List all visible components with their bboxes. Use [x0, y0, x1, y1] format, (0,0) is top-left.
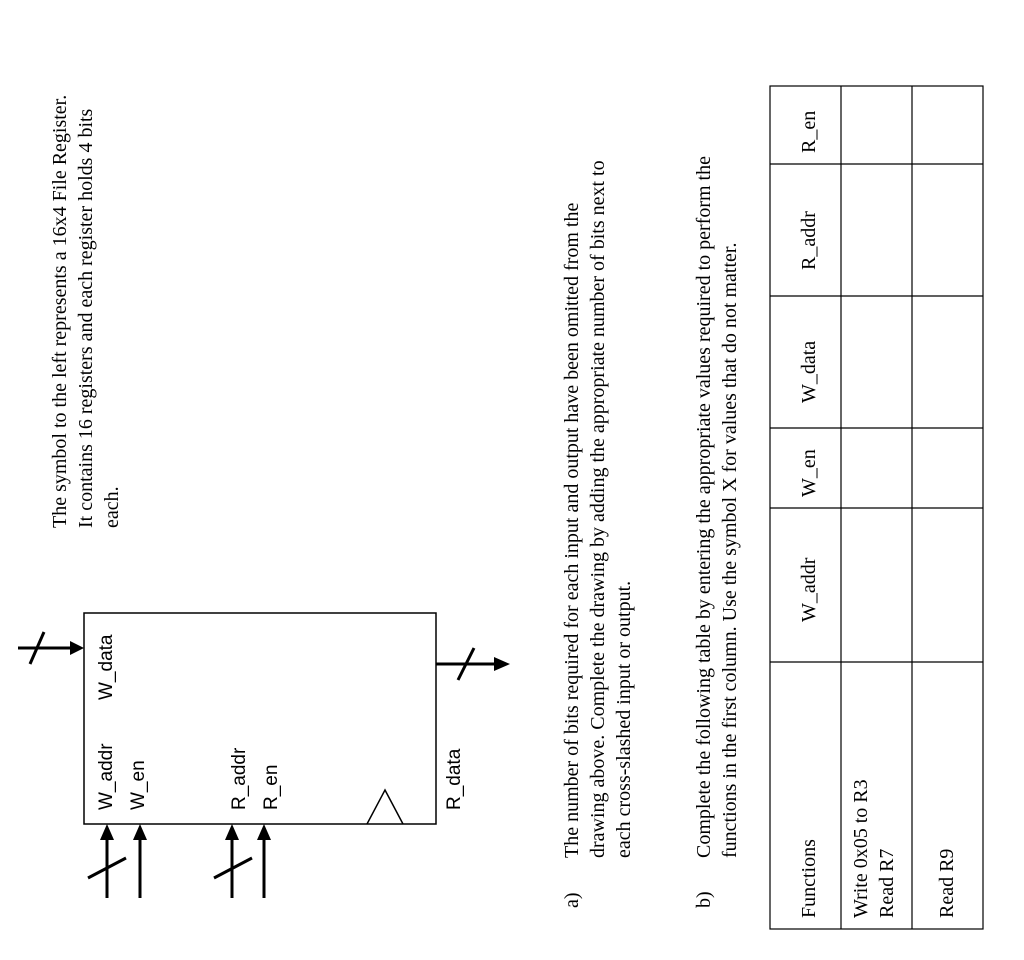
- row-1-r-en-cell[interactable]: [842, 87, 911, 163]
- port-label-r-en: R_en: [261, 764, 282, 810]
- r-en-input-arrow: [257, 824, 271, 898]
- intro-line-2: It contains 16 registers and each register holds 4 bits: [75, 108, 97, 528]
- question-a: [561, 160, 635, 908]
- table-row: [913, 87, 982, 918]
- header-functions: Functions: [798, 839, 820, 918]
- question-b-marker: b): [693, 891, 715, 908]
- clock-triangle-icon: [367, 790, 403, 824]
- question-a-line-3: each cross-slashed input or output.: [613, 580, 635, 858]
- row-1-function-line-1: Write 0x05 to R3: [850, 779, 872, 918]
- port-label-w-data: W_data: [96, 634, 117, 700]
- row-2-r-addr-cell[interactable]: [913, 165, 982, 295]
- port-label-w-addr: W_addr: [96, 743, 117, 810]
- row-2-w-en-cell[interactable]: [913, 429, 982, 507]
- w-addr-input-arrow: [88, 824, 126, 898]
- intro-line-3: each.: [101, 486, 123, 528]
- row-2-w-data-cell[interactable]: [913, 297, 982, 427]
- header-w-en: W_en: [798, 449, 820, 497]
- question-a-line-1: The number of bits required for each input and output have been omitted from the: [561, 202, 583, 858]
- row-1-function-line-2: Read R7: [876, 848, 898, 918]
- row-2-w-addr-cell[interactable]: [913, 509, 982, 661]
- answer-table: [770, 86, 983, 929]
- port-label-r-addr: R_addr: [229, 747, 250, 810]
- r-addr-input-arrow: [214, 824, 252, 898]
- r-data-output-arrow: [436, 648, 510, 680]
- header-w-addr: W_addr: [798, 557, 820, 622]
- question-b-line-2: functions in the first column. Use the symbol X for values that do not matter.: [719, 242, 741, 858]
- table-header-row: [798, 111, 820, 918]
- port-label-r-data: R_data: [444, 748, 465, 810]
- question-b: [693, 156, 741, 908]
- table-row: [842, 87, 911, 918]
- row-1-w-addr-cell[interactable]: [842, 509, 911, 661]
- header-w-data: W_data: [798, 340, 820, 403]
- question-a-line-2: drawing above. Complete the drawing by adding the appropriate number of bits next to: [587, 160, 609, 858]
- row-2-function-line-1: Read R9: [936, 848, 958, 918]
- w-en-input-arrow: [133, 824, 147, 898]
- intro-paragraph: [49, 95, 123, 528]
- row-1-r-addr-cell[interactable]: [842, 165, 911, 295]
- register-file-symbol: [18, 613, 510, 898]
- question-a-marker: a): [561, 892, 583, 908]
- w-data-input-arrow: [18, 632, 84, 664]
- row-2-r-en-cell[interactable]: [913, 87, 982, 163]
- row-1-w-data-cell[interactable]: [842, 297, 911, 427]
- intro-line-1: The symbol to the left represents a 16x4 File Register.: [49, 94, 71, 528]
- row-1-w-en-cell[interactable]: [842, 429, 911, 507]
- question-b-line-1: Complete the following table by entering the appropriate values required to perform the: [693, 156, 715, 858]
- header-r-addr: R_addr: [798, 211, 820, 270]
- port-label-w-en: W_en: [128, 760, 149, 810]
- header-r-en: R_en: [798, 110, 820, 153]
